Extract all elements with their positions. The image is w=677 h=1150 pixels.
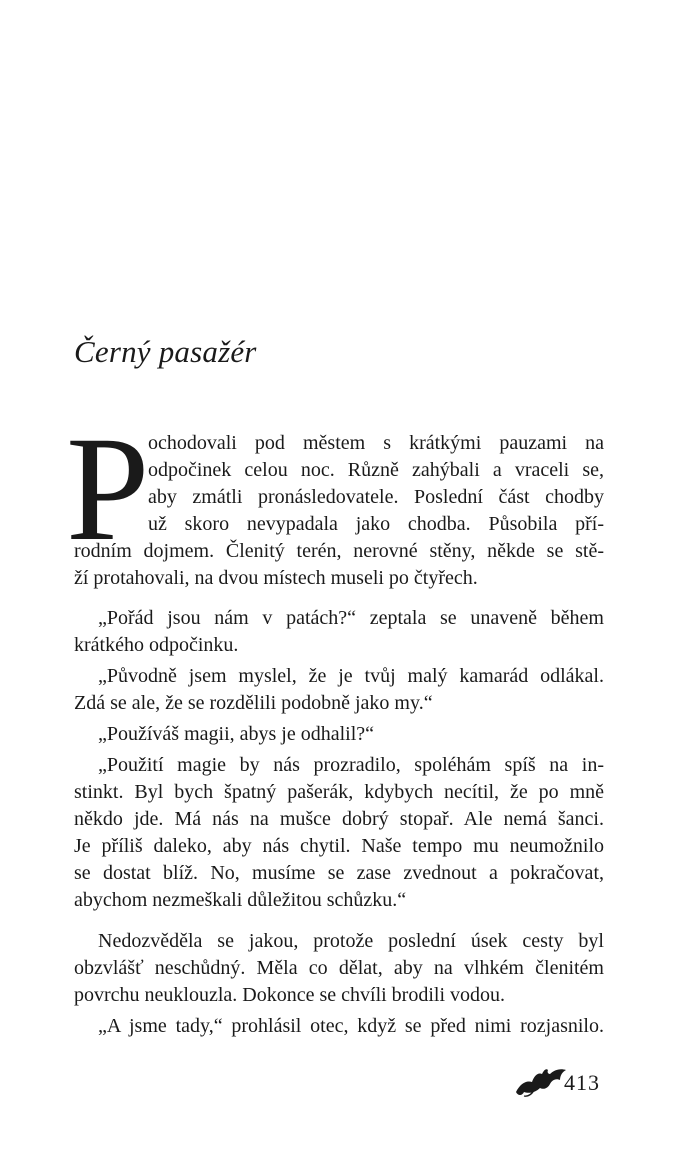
bat-icon	[514, 1062, 570, 1098]
text-line: ží protahovali, na dvou místech museli po čtyřech.	[74, 567, 478, 589]
chapter-title: Černý pasažér	[74, 334, 257, 369]
text-line: „Pořád jsou nám v patách?“ zeptala se unaveně během	[98, 607, 604, 629]
text-line: Nedozvěděla se jakou, protože poslední úsek cesty byl	[98, 930, 604, 952]
text-line: „A jsme tady,“ prohlásil otec, když se před nimi rozjasnilo.	[98, 1015, 604, 1037]
text-line: už skoro nevypadala jako chodba. Působila pří-	[148, 513, 604, 535]
text-line: stinkt. Byl bych špatný pašerák, kdybych necítil, že po mně	[74, 781, 604, 803]
text-line: obzvlášť neschůdný. Měla co dělat, aby na vlhkém členitém	[74, 957, 604, 979]
text-line: ochodovali pod městem s krátkými pauzami na	[148, 432, 604, 454]
text-line: aby zmátli pronásledovatele. Poslední část chodby	[148, 486, 604, 508]
text-line: povrchu neuklouzla. Dokonce se chvíli brodili vodou.	[74, 984, 506, 1006]
text-line: odpočinek celou noc. Různě zahýbali a vraceli se,	[148, 459, 604, 481]
text-line: Je příliš daleko, aby nás chytil. Naše tempo mu neumožnilo	[74, 835, 604, 857]
text-line: abychom nezmeškali důležitou schůzku.“	[74, 889, 407, 911]
text-line: „Používáš magii, abys je odhalil?“	[98, 723, 375, 745]
text-line: rodním dojmem. Členitý terén, nerovné stěny, někde se stě-	[74, 540, 604, 562]
drop-cap: P	[66, 406, 150, 572]
text-line: se dostat blíž. No, musíme se zase zvednout a pokračovat,	[74, 862, 604, 884]
text-line: „Původně jsem myslel, že je tvůj malý kamarád odlákal.	[98, 665, 604, 687]
text-line: někdo jde. Má nás na mušce dobrý stopař. Ale nemá šanci.	[74, 808, 604, 830]
page-number: 413	[564, 1070, 600, 1095]
text-line: krátkého odpočinku.	[74, 634, 239, 656]
text-line: „Použití magie by nás prozradilo, spoléhám spíš na in-	[98, 754, 604, 776]
page-footer	[514, 1062, 614, 1102]
text-line: Zdá se ale, že se rozdělili podobně jako my.“	[74, 692, 433, 714]
